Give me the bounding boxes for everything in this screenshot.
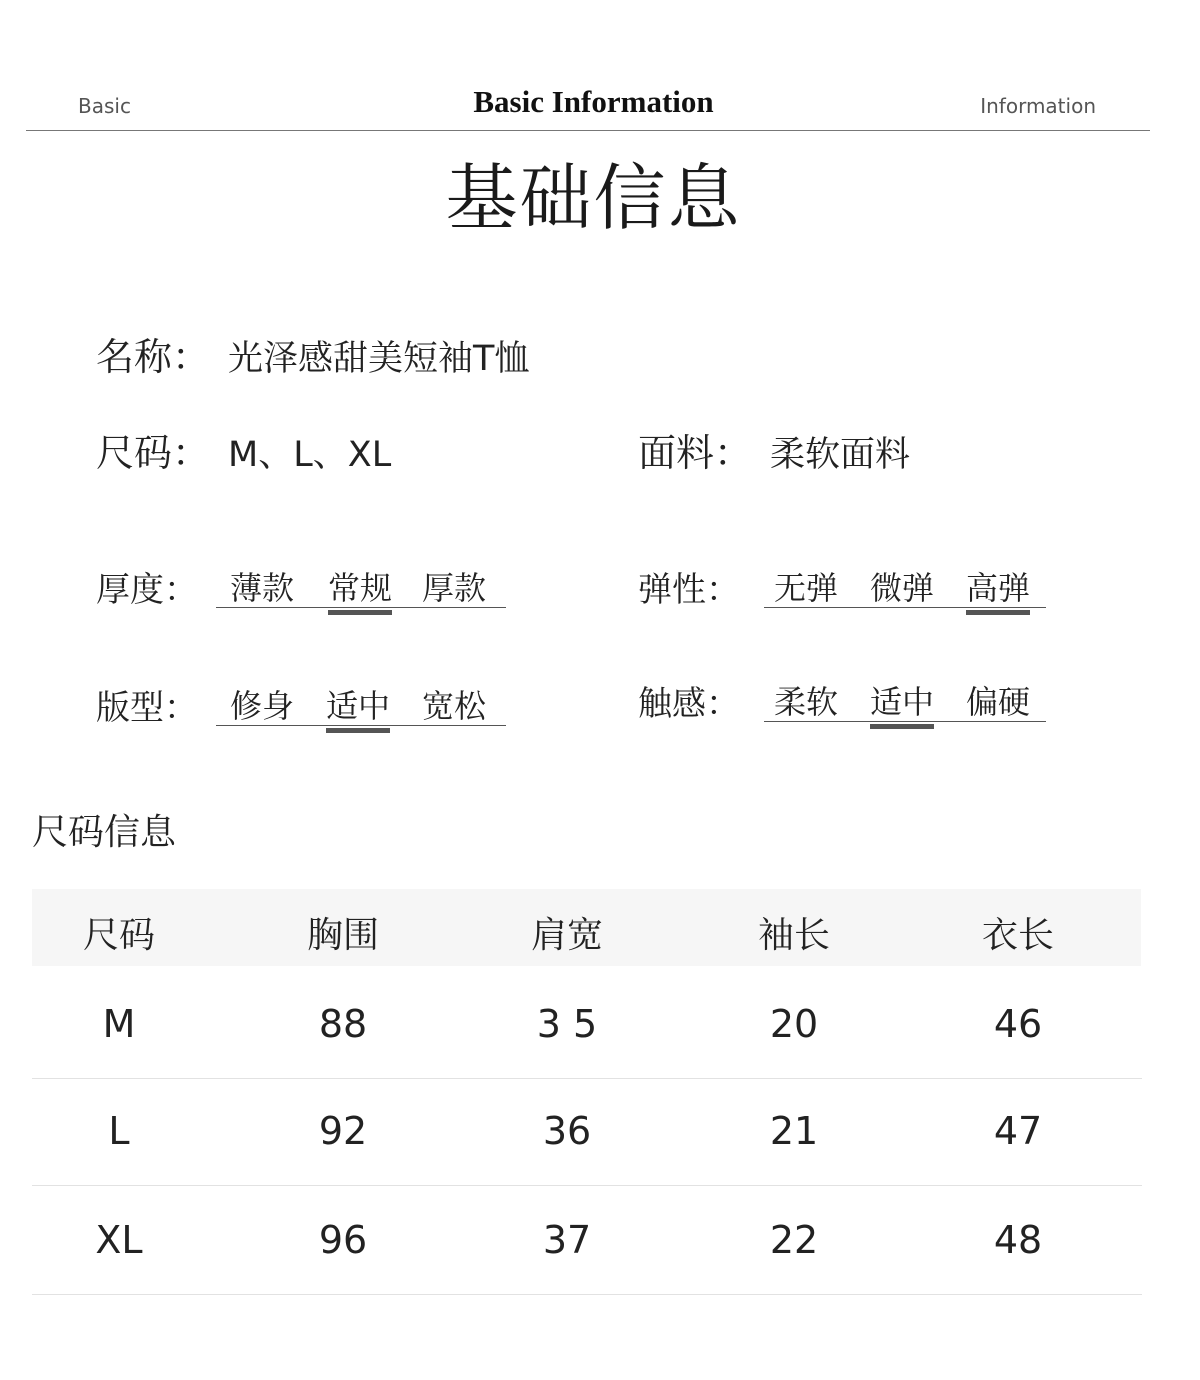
feel-option <box>870 677 934 723</box>
size-value: M、L、XL <box>228 435 392 475</box>
table-cell: XL <box>95 1218 143 1262</box>
feel-option <box>966 677 1030 723</box>
column-header: 尺码 <box>82 915 155 956</box>
column-header: 衣长 <box>981 915 1054 956</box>
row-divider <box>32 1185 1142 1186</box>
fabric-value: 柔软面料 <box>770 435 911 475</box>
selected-indicator <box>870 724 934 729</box>
table-cell: L <box>108 1109 130 1153</box>
thickness-option <box>230 563 294 609</box>
name-label: 名称： <box>96 335 211 379</box>
column-header: 肩宽 <box>530 915 603 956</box>
feel-option-label: 柔软 <box>774 683 839 721</box>
fit-option-label: 适中 <box>326 687 391 725</box>
thickness-label: 厚度： <box>96 570 198 610</box>
feel-option-label: 适中 <box>870 683 935 721</box>
table-row <box>32 1188 1142 1295</box>
elasticity-option-label: 微弹 <box>870 569 935 607</box>
name-value: 光泽感甜美短袖T恤 <box>228 339 530 379</box>
fit-option-label: 修身 <box>230 687 295 725</box>
row-divider <box>32 1294 1142 1295</box>
size-table-header <box>32 889 1141 966</box>
thickness-option-label: 薄款 <box>230 569 295 607</box>
table-cell: 36 <box>542 1109 592 1153</box>
elasticity-option <box>870 563 934 609</box>
selected-indicator <box>328 610 392 615</box>
size-label: 尺码： <box>96 431 211 475</box>
feel-label: 触感： <box>638 684 740 724</box>
column-header: 胸围 <box>306 915 379 956</box>
thickness-option <box>328 563 392 609</box>
selected-indicator <box>966 610 1030 615</box>
header-left-text: Basic <box>78 94 131 118</box>
elasticity-option-label: 高弹 <box>966 569 1031 607</box>
elasticity-option-label: 无弹 <box>774 569 839 607</box>
name-row <box>96 326 529 381</box>
fabric-label: 面料： <box>638 431 753 475</box>
page-title: 基础信息 <box>445 156 742 240</box>
thickness-option-label: 厚款 <box>422 569 487 607</box>
elasticity-option <box>966 563 1030 609</box>
thickness-option <box>422 563 486 609</box>
table-cell: 92 <box>318 1109 368 1153</box>
feel-options <box>764 677 1046 722</box>
table-cell: 88 <box>318 1002 368 1046</box>
table-row <box>32 972 1142 1079</box>
size-section-title: 尺码信息 <box>32 812 177 853</box>
table-cell: 3 5 <box>536 1002 598 1046</box>
table-row <box>32 1079 1142 1186</box>
feel-option <box>774 677 838 723</box>
elasticity-options <box>764 563 1046 608</box>
table-cell: 21 <box>769 1109 819 1153</box>
fit-option <box>422 681 486 727</box>
size-row <box>96 422 391 477</box>
header-right-text: Information <box>980 94 1096 118</box>
fit-label: 版型： <box>96 688 198 728</box>
fit-options <box>216 681 506 726</box>
header-divider <box>26 130 1150 131</box>
elasticity-option <box>774 563 838 609</box>
thickness-option-label: 常规 <box>328 569 393 607</box>
table-cell: 46 <box>993 1002 1043 1046</box>
elasticity-label: 弹性： <box>638 570 740 610</box>
table-cell: 22 <box>769 1218 819 1262</box>
header-center-title: Basic Information <box>473 84 714 119</box>
fit-option <box>326 681 390 727</box>
fit-option-label: 宽松 <box>422 687 487 725</box>
thickness-options <box>216 563 506 608</box>
table-cell: 20 <box>769 1002 819 1046</box>
table-cell: M <box>102 1002 136 1046</box>
selected-indicator <box>326 728 390 733</box>
column-header: 袖长 <box>757 915 830 956</box>
fabric-row <box>638 422 910 477</box>
table-cell: 48 <box>993 1218 1043 1262</box>
feel-option-label: 偏硬 <box>966 683 1031 721</box>
table-cell: 37 <box>542 1218 592 1262</box>
fit-option <box>230 681 294 727</box>
table-cell: 96 <box>318 1218 368 1262</box>
table-cell: 47 <box>993 1109 1043 1153</box>
